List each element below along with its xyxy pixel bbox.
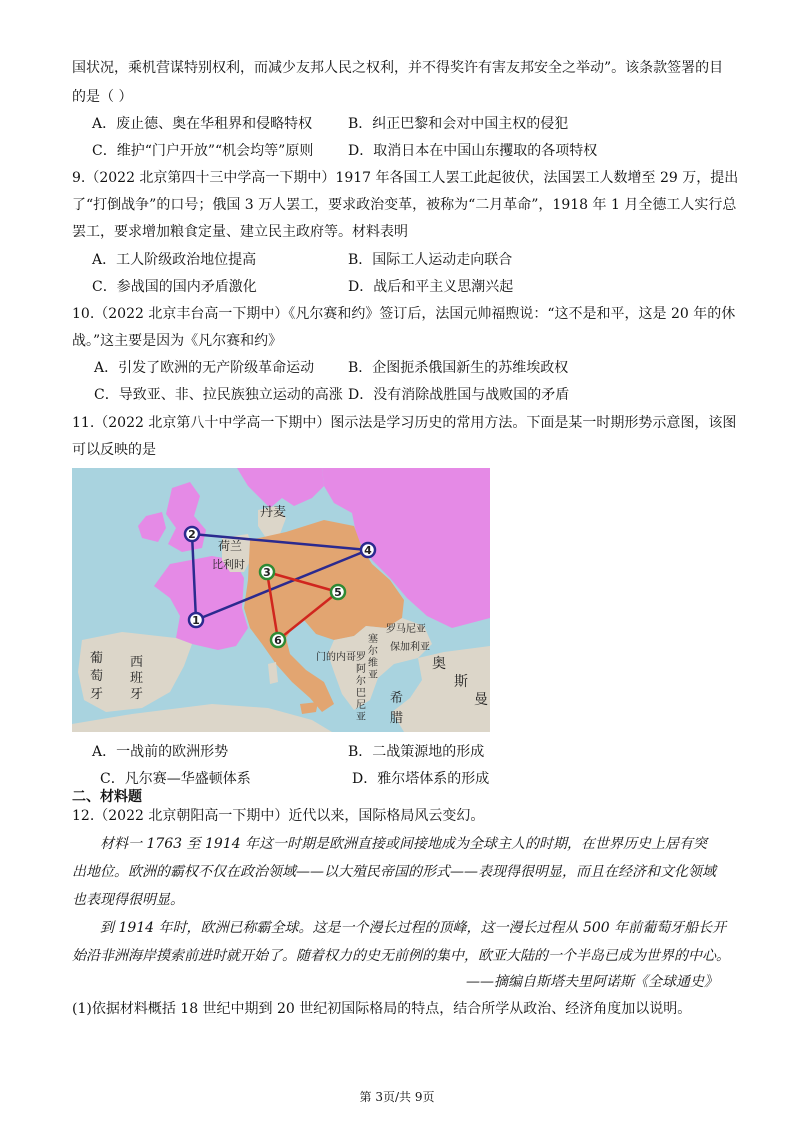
marker-6-label: 6 [274,634,282,647]
marker-1 [189,613,203,627]
q10-stem-line-2: 战。”这主要是因为《凡尔赛和约》 [72,333,283,349]
q9-option-a[interactable]: A．工人阶级政治地位提高 [92,252,257,268]
label-belgium: 比利时 [212,558,245,571]
marker-3 [260,565,274,579]
q9-stem-line-3: 罢工，要求增加粮食定量、建立民主政府等。材料表明 [72,224,408,240]
material-1-source: ——摘编自斯塔夫里阿诺斯《全球通史》 [466,974,718,990]
q8-option-d[interactable]: D．取消日本在中国山东攫取的各项特权 [348,143,598,159]
label-greece-2: 腊 [390,711,404,726]
label-serbia-1: 塞 [368,634,378,645]
q8-stem-line-2: 的是（ ） [72,89,133,105]
label-albania-5: 尼 [356,700,366,711]
label-ottoman-2: 斯 [454,674,468,690]
europe-situation-map [72,468,490,732]
material-1-line-1: 材料一 1763 至 1914 年这一时期是欧洲直接或间接地成为全球主人的时期，在世界历史上居有突 [100,836,708,852]
q10-option-d[interactable]: D．没有消除战胜国与战败国的矛盾 [348,387,570,403]
label-portugal-3: 牙 [90,687,104,702]
label-spain-1: 西 [130,655,144,670]
label-albania-3: 尔 [356,676,366,687]
q11-stem-line-2: 可以反映的是 [72,442,156,458]
q11-option-b[interactable]: B．二战策源地的形成 [348,744,485,760]
marker-4 [361,543,375,557]
label-portugal-1: 葡 [90,651,104,666]
marker-2-label: 2 [188,528,196,541]
marker-3-label: 3 [263,566,271,579]
label-albania-6: 亚 [356,712,366,723]
label-spain-2: 班 [130,671,144,686]
label-albania-4: 巴 [356,688,366,699]
label-albania-1: 罗 [356,652,366,663]
material-1-line-2: 出地位。欧洲的霸权不仅在政治领域——以大殖民帝国的形式——表现得很明显，而且在经济和文化领域 [72,864,716,880]
marker-2 [185,527,199,541]
label-serbia-2: 尔 [368,646,378,657]
material-1-line-4: 到 1914 年时，欧洲已称霸全球。这是一个漫长过程的顶峰，这一漫长过程从 500 年前葡萄牙船长开 [100,920,727,936]
label-bulgaria: 保加利亚 [390,642,430,653]
marker-5 [331,585,345,599]
material-1-line-5: 始沿非洲海岸摸索前进时就开始了。随着权力的史无前例的集中，欧亚大陆的一个半岛已成为世界的中心。 [72,948,730,964]
q10-option-c[interactable]: C．导致亚、非、拉民族独立运动的高涨 [94,387,343,403]
q12-sub-question-1: (1)依据材料概括 18 世纪中期到 20 世纪初国际格局的特点，结合所学从政治、经济角度加以说明。 [72,1001,692,1017]
marker-4-label: 4 [364,544,372,557]
q9-stem-line-1: 9.（2022 北京第四十三中学高一下期中）1917 年各国工人罢工此起彼伏，法国罢工人数增至 29 万，提出 [72,170,739,186]
q12-stem: 12.（2022 北京朝阳高一下期中）近代以来，国际格局风云变幻。 [72,808,485,824]
q8-stem-line-1: 国状况，乘机营谋特别权利，而减少友邦人民之权利，并不得奖许有害友邦安全之举动”。该条款签署的目 [72,60,724,76]
label-romania: 罗马尼亚 [386,624,426,635]
label-ottoman-3: 曼 [474,692,488,708]
label-serbia-3: 维 [368,658,378,669]
label-greece-1: 希 [390,691,404,706]
q11-option-d[interactable]: D．雅尔塔体系的形成 [352,771,490,787]
label-netherlands: 荷兰 [218,539,243,553]
q8-option-b[interactable]: B．纠正巴黎和会对中国主权的侵犯 [348,116,569,132]
marker-1-label: 1 [192,614,200,627]
label-ottoman-1: 奥 [432,656,446,672]
q11-stem-line-1: 11.（2022 北京第八十中学高一下期中）图示法是学习历史的常用方法。下面是某一时期形势示意图，该图 [72,415,737,431]
marker-5-label: 5 [334,586,342,599]
marker-6 [271,633,285,647]
q9-option-d[interactable]: D．战后和平主义思潮兴起 [348,279,514,295]
q9-option-c[interactable]: C．参战国的国内矛盾激化 [92,279,257,295]
q8-option-c[interactable]: C．维护“门户开放”“机会均等”原则 [92,143,314,159]
section-heading: 二、材料题 [72,789,142,805]
q8-option-a[interactable]: A．废止德、奥在华租界和侵略特权 [92,116,313,132]
label-montenegro: 门的内哥 [316,652,356,663]
q11-option-a[interactable]: A．一战前的欧洲形势 [92,744,229,760]
page-number: 第 3页/共 9页 [359,1090,435,1104]
label-albania-2: 阿 [356,664,366,675]
label-spain-3: 牙 [130,687,144,702]
q9-stem-line-2: 了“打倒战争”的口号；俄国 3 万人罢工，要求政治变革，被称为“二月革命”，1918 年 1 月全德工人实行总 [72,197,737,213]
q9-option-b[interactable]: B．国际工人运动走向联合 [348,252,513,268]
q10-option-b[interactable]: B．企图扼杀俄国新生的苏维埃政权 [348,360,569,376]
material-1-line-3: 也表现得很明显。 [72,892,184,908]
label-serbia-4: 亚 [368,670,378,681]
label-portugal-2: 萄 [90,669,104,684]
q11-option-c[interactable]: C．凡尔赛—华盛顿体系 [100,771,251,787]
q10-option-a[interactable]: A．引发了欧洲的无产阶级革命运动 [94,360,315,376]
label-denmark: 丹麦 [260,505,287,520]
q10-stem-line-1: 10.（2022 北京丰台高一下期中）《凡尔赛和约》签订后，法国元帅福煦说：“这不是和平，这是 20 年的休 [72,306,736,322]
